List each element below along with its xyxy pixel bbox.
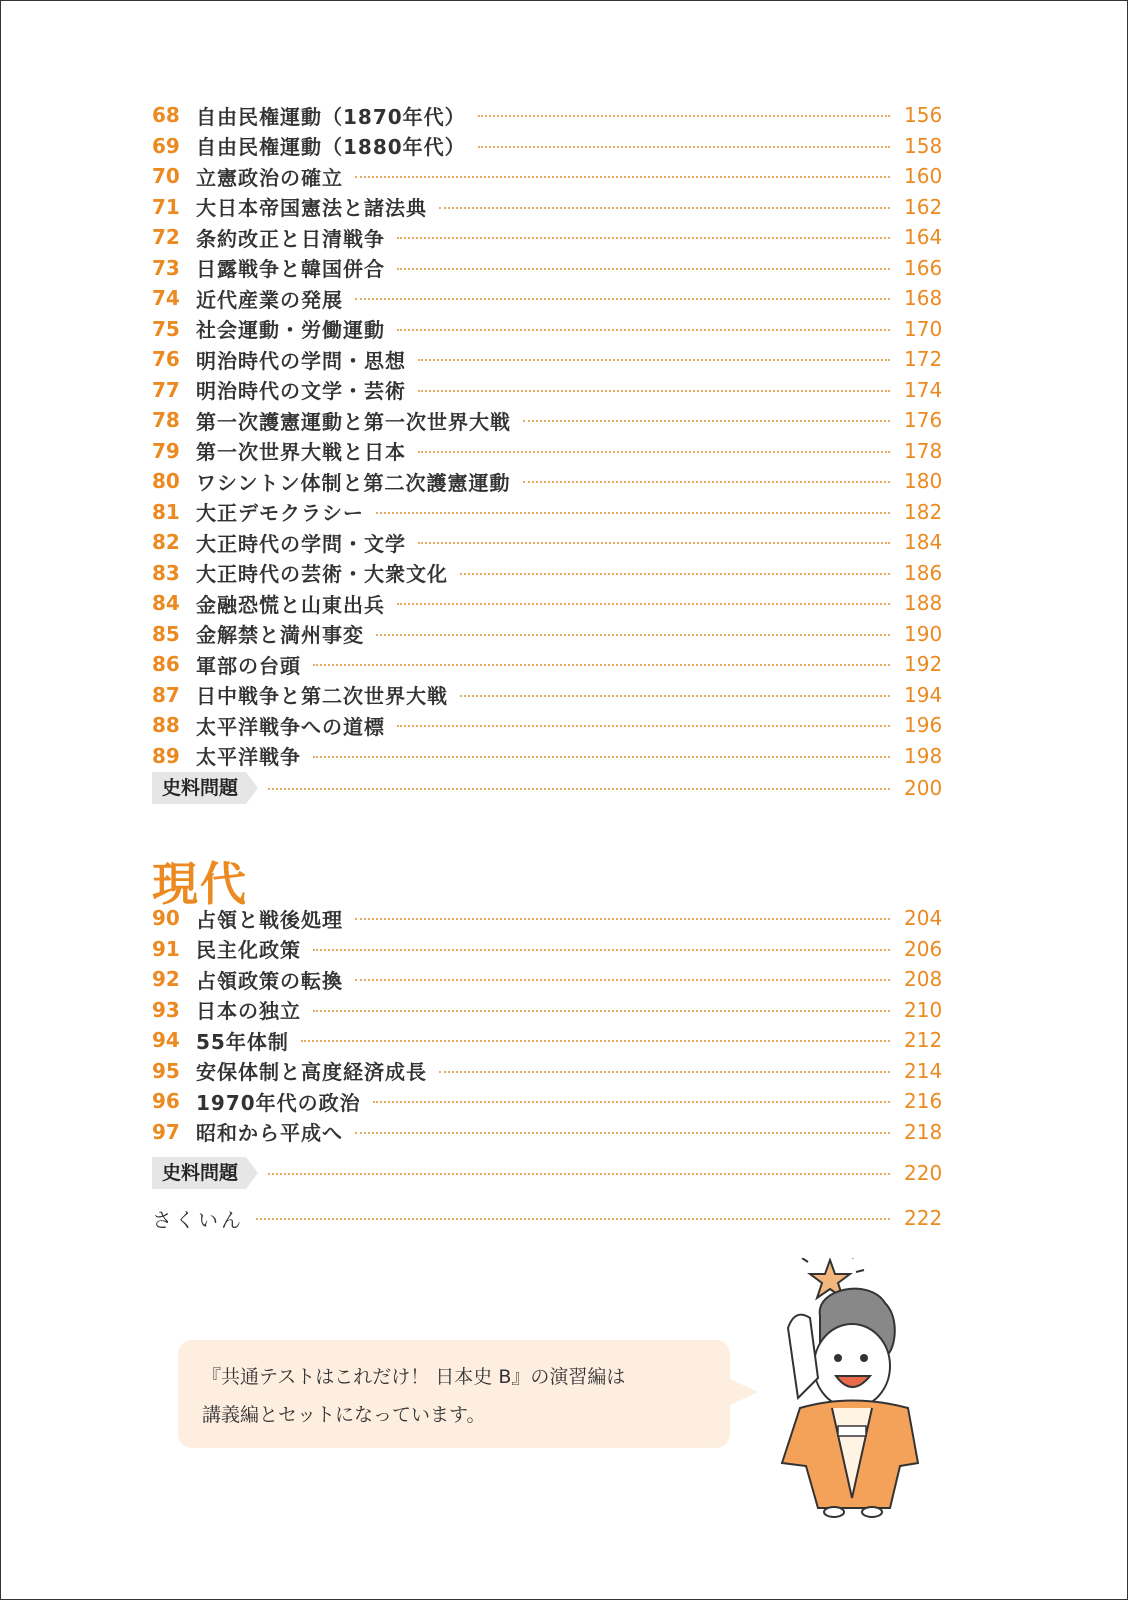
entry-title: 金解禁と満州事変 xyxy=(196,623,364,648)
entry-number: 91 xyxy=(152,936,180,961)
toc-entry[interactable] xyxy=(152,314,942,345)
leader-dots xyxy=(418,359,890,361)
toc-entry[interactable] xyxy=(152,283,942,314)
leader-dots xyxy=(355,298,890,300)
leader-dots xyxy=(397,237,890,239)
leader-dots xyxy=(397,603,890,605)
toc-entry[interactable] xyxy=(152,344,942,375)
page-number: 204 xyxy=(904,906,943,931)
toc-entry[interactable] xyxy=(152,995,942,1026)
speech-line-1: 『共通テストはこれだけ！ 日本史 B』の演習編は xyxy=(202,1366,626,1388)
toc-entry[interactable] xyxy=(152,1025,942,1056)
mascot-illustration xyxy=(760,1258,930,1518)
toc-entry[interactable] xyxy=(152,161,942,192)
entry-title: 第一次護憲運動と第一次世界大戦 xyxy=(196,409,511,434)
leader-dots xyxy=(373,1101,890,1103)
page-number: 200 xyxy=(904,776,943,800)
toc-entry[interactable] xyxy=(152,466,942,497)
toc-entry[interactable] xyxy=(152,1086,942,1117)
entry-number: 90 xyxy=(152,906,180,931)
entry-title: 日露戦争と韓国併合 xyxy=(196,257,385,282)
toc-entry[interactable] xyxy=(152,405,942,436)
entry-title: 社会運動・労働運動 xyxy=(196,318,385,343)
entry-title: 明治時代の文学・芸術 xyxy=(196,379,406,404)
page-number: 222 xyxy=(904,1206,943,1231)
entry-title: 民主化政策 xyxy=(196,938,301,963)
toc-entry[interactable] xyxy=(152,710,942,741)
page-number: 186 xyxy=(904,560,943,585)
leader-dots xyxy=(439,207,890,209)
page-number: 164 xyxy=(904,225,943,250)
entry-title: 占領と戦後処理 xyxy=(196,907,343,932)
toc-index xyxy=(152,1203,942,1234)
entry-title: 日中戦争と第二次世界大戦 xyxy=(196,684,448,709)
leader-dots xyxy=(478,146,890,148)
page-number: 206 xyxy=(904,936,943,961)
entry-title: 55年体制 xyxy=(196,1029,289,1054)
leader-dots xyxy=(313,756,890,758)
entry-number: 80 xyxy=(152,469,180,494)
leader-dots xyxy=(418,390,890,392)
speech-line-2: 講義編とセットになっています。 xyxy=(202,1404,486,1426)
entry-number: 96 xyxy=(152,1089,180,1114)
toc-shiryo-1 xyxy=(152,772,942,804)
page-number: 182 xyxy=(904,499,943,524)
leader-dots xyxy=(301,1040,890,1042)
leader-dots xyxy=(313,1010,890,1012)
toc-shiryo-2 xyxy=(152,1157,942,1189)
entry-title: 軍部の台頭 xyxy=(196,653,301,678)
entry-number: 82 xyxy=(152,530,180,555)
entry-number: 73 xyxy=(152,255,180,280)
toc-entry[interactable] xyxy=(152,619,942,650)
page-number: 162 xyxy=(904,194,943,219)
entry-title: 金融恐慌と山東出兵 xyxy=(196,592,385,617)
toc-entry[interactable] xyxy=(152,527,942,558)
page-number: 174 xyxy=(904,377,943,402)
page-number: 194 xyxy=(904,682,943,707)
entry-title: 立憲政治の確立 xyxy=(196,165,343,190)
page-number: 210 xyxy=(904,997,943,1022)
toc-entry[interactable] xyxy=(152,436,942,467)
entry-title: 大正デモクラシー xyxy=(196,501,364,526)
entry-title: 第一次世界大戦と日本 xyxy=(196,440,406,465)
entry-title: 自由民権運動（1870年代） xyxy=(196,104,466,129)
leader-dots xyxy=(355,918,890,920)
leader-dots xyxy=(313,949,890,951)
entry-title: 大日本帝国憲法と諸法典 xyxy=(196,196,427,221)
entry-number: 85 xyxy=(152,621,180,646)
entry-number: 84 xyxy=(152,591,180,616)
page-number: 214 xyxy=(904,1058,943,1083)
entry-number: 70 xyxy=(152,164,180,189)
page-number: 216 xyxy=(904,1089,943,1114)
entry-title: 太平洋戦争 xyxy=(196,745,301,770)
entry-number: 74 xyxy=(152,286,180,311)
page-number: 176 xyxy=(904,408,943,433)
page-number: 166 xyxy=(904,255,943,280)
page-number: 160 xyxy=(904,164,943,189)
leader-dots xyxy=(355,1132,890,1134)
entry-number: 81 xyxy=(152,499,180,524)
page-number: 190 xyxy=(904,621,943,646)
entry-number: 71 xyxy=(152,194,180,219)
page-number: 208 xyxy=(904,967,943,992)
toc-entry[interactable] xyxy=(152,588,942,619)
entry-title: 大正時代の学問・文学 xyxy=(196,531,406,556)
leader-dots xyxy=(355,176,890,178)
entry-number: 88 xyxy=(152,713,180,738)
leader-dots xyxy=(256,1218,890,1220)
entry-number: 79 xyxy=(152,438,180,463)
page-number: 172 xyxy=(904,347,943,372)
entry-title: 安保体制と高度経済成長 xyxy=(196,1060,427,1085)
entry-title: 自由民権運動（1880年代） xyxy=(196,135,466,160)
leader-dots xyxy=(397,329,890,331)
page-number: 198 xyxy=(904,743,943,768)
toc-entry[interactable] xyxy=(152,741,942,772)
page-number: 192 xyxy=(904,652,943,677)
toc-entry[interactable] xyxy=(152,253,942,284)
toc-entry[interactable] xyxy=(152,1056,942,1087)
entry-title: 太平洋戦争への道標 xyxy=(196,714,385,739)
toc-entry[interactable] xyxy=(152,680,942,711)
leader-dots xyxy=(268,1173,890,1175)
page-number: 178 xyxy=(904,438,943,463)
leader-dots xyxy=(439,1071,890,1073)
toc-entry[interactable] xyxy=(152,100,942,131)
toc-entry[interactable] xyxy=(152,964,942,995)
leader-dots xyxy=(418,451,890,453)
entry-number: 76 xyxy=(152,347,180,372)
shiryo-row[interactable] xyxy=(152,1157,942,1189)
index-row[interactable] xyxy=(152,1203,942,1234)
toc-entry[interactable] xyxy=(152,375,942,406)
leader-dots xyxy=(355,979,890,981)
page-number: 188 xyxy=(904,591,943,616)
shiryo-tag: 史料問題 xyxy=(152,772,246,804)
page-number: 158 xyxy=(904,133,943,158)
toc-contemporary xyxy=(152,903,942,1147)
speech-bubble xyxy=(178,1340,730,1448)
entry-number: 93 xyxy=(152,997,180,1022)
entry-title: 日本の独立 xyxy=(196,999,301,1024)
entry-number: 78 xyxy=(152,408,180,433)
toc-entry[interactable] xyxy=(152,558,942,589)
leader-dots xyxy=(376,512,890,514)
page-number: 218 xyxy=(904,1119,943,1144)
page-number: 168 xyxy=(904,286,943,311)
page-number: 170 xyxy=(904,316,943,341)
toc-entry[interactable] xyxy=(152,903,942,934)
page-number: 212 xyxy=(904,1028,943,1053)
section-heading: 現代 xyxy=(152,857,248,911)
entry-number: 87 xyxy=(152,682,180,707)
shiryo-tag: 史料問題 xyxy=(152,1157,246,1189)
leader-dots xyxy=(460,573,890,575)
shiryo-row[interactable] xyxy=(152,772,942,804)
entry-title: 近代産業の発展 xyxy=(196,287,343,312)
leader-dots xyxy=(460,695,890,697)
toc-entry[interactable] xyxy=(152,497,942,528)
entry-title: 大正時代の芸術・大衆文化 xyxy=(196,562,448,587)
page-number: 220 xyxy=(904,1161,943,1185)
entry-number: 95 xyxy=(152,1058,180,1083)
leader-dots xyxy=(397,268,890,270)
entry-number: 97 xyxy=(152,1119,180,1144)
leader-dots xyxy=(523,481,891,483)
index-title: さくいん xyxy=(152,1207,244,1232)
entry-number: 69 xyxy=(152,133,180,158)
page-number: 196 xyxy=(904,713,943,738)
entry-number: 94 xyxy=(152,1028,180,1053)
entry-number: 89 xyxy=(152,743,180,768)
entry-number: 72 xyxy=(152,225,180,250)
entry-number: 86 xyxy=(152,652,180,677)
toc-entry[interactable] xyxy=(152,934,942,965)
leader-dots xyxy=(418,542,890,544)
page-number: 156 xyxy=(904,103,943,128)
entry-number: 77 xyxy=(152,377,180,402)
toc-modern xyxy=(152,100,942,771)
toc-entry[interactable] xyxy=(152,649,942,680)
leader-dots xyxy=(313,664,890,666)
entry-title: 明治時代の学問・思想 xyxy=(196,348,406,373)
entry-title: 占領政策の転換 xyxy=(196,968,343,993)
entry-title: ワシントン体制と第二次護憲運動 xyxy=(196,470,511,495)
page-number: 184 xyxy=(904,530,943,555)
leader-dots xyxy=(478,115,890,117)
leader-dots xyxy=(268,788,890,790)
entry-title: 1970年代の政治 xyxy=(196,1090,361,1115)
entry-title: 条約改正と日清戦争 xyxy=(196,226,385,251)
entry-number: 83 xyxy=(152,560,180,585)
leader-dots xyxy=(376,634,890,636)
leader-dots xyxy=(523,420,890,422)
entry-number: 75 xyxy=(152,316,180,341)
page-number: 180 xyxy=(904,469,943,494)
entry-number: 68 xyxy=(152,103,180,128)
leader-dots xyxy=(397,725,890,727)
toc-entry[interactable] xyxy=(152,1117,942,1148)
toc-entry[interactable] xyxy=(152,131,942,162)
entry-title: 昭和から平成へ xyxy=(196,1121,343,1146)
toc-entry[interactable] xyxy=(152,192,942,223)
toc-entry[interactable] xyxy=(152,222,942,253)
entry-number: 92 xyxy=(152,967,180,992)
